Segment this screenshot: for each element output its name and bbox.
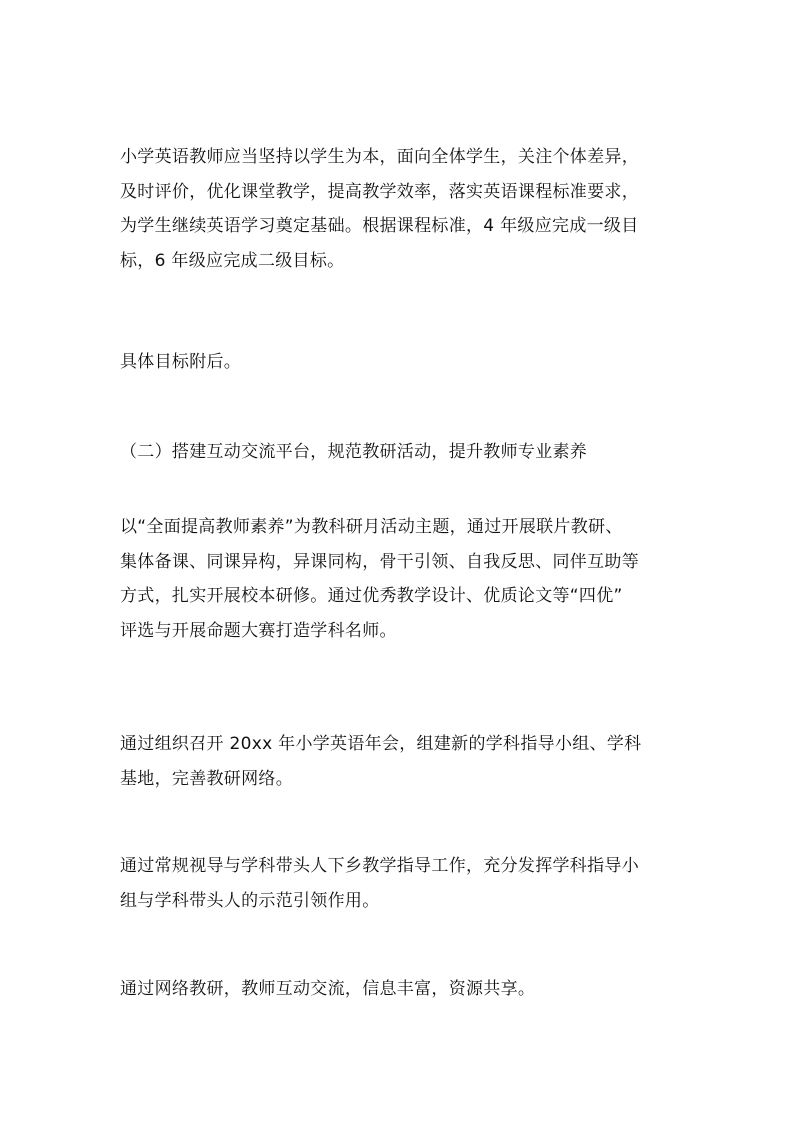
paragraph-research-month: 以“全面提高教师素养”为教科研月活动主题，通过开展联片教研、 集体备课、同课异构，异课同构，骨干引领、自我反思、同伴互助等 方式，扎实开展校本研修。通过优秀教学设计、优质论文等“四优” 评选与开展命题大赛打造学科名师。 [120, 517, 639, 641]
paragraph-routine-guidance: 通过常规视导与学科带头人下乡教学指导工作，充分发挥学科指导小 组与学科带头人的示范引领作用。 [120, 856, 639, 911]
paragraph-online-research: 通过网络教研，教师互动交流，信息丰富，资源共享。 [120, 979, 536, 999]
paragraph-annual-meeting: 通过组织召开 20xx 年小学英语年会，组建新的学科指导小组、学科 基地，完善教研网络。 [120, 734, 642, 789]
section-heading-two: （二）搭建互动交流平台，规范教研活动，提升教师专业素养 [120, 442, 588, 462]
paragraph-teacher-principles: 小学英语教师应当坚持以学生为本，面向全体学生，关注个体差异， 及时评价，优化课堂教学，提高教学效率，落实英语课程标准要求， 为学生继续英语学习奠定基础。根据课程标准，4 年级应完成一级目 标，6 年级应完成二级目标。 [120, 147, 639, 271]
paragraph-goals-attached: 具体目标附后。 [120, 352, 242, 372]
